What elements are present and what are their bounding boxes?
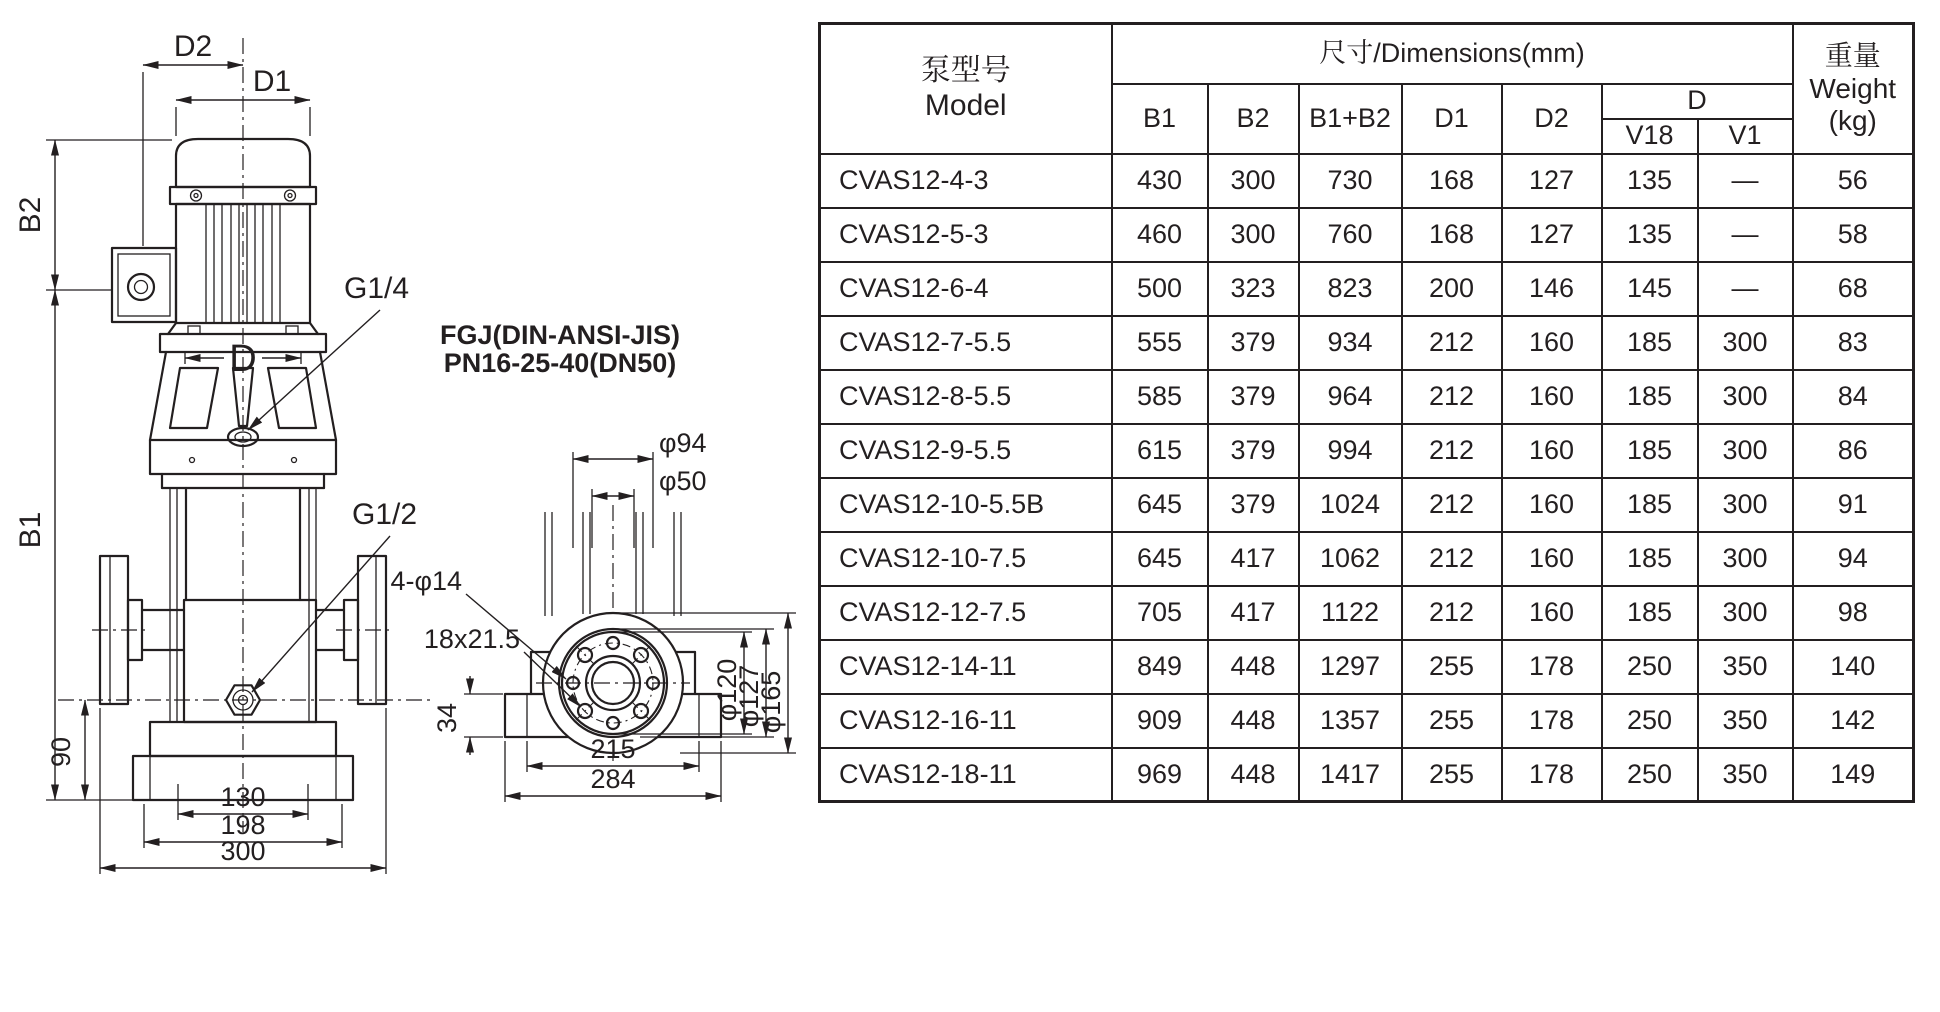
- value-cell: 127: [1502, 154, 1602, 208]
- model-cell: CVAS12-8-5.5: [820, 370, 1112, 424]
- model-cell: CVAS12-4-3: [820, 154, 1112, 208]
- weight-header-zh: 重量: [1824, 40, 1881, 72]
- model-cell: CVAS12-16-11: [820, 694, 1112, 748]
- dim-d: [185, 338, 301, 380]
- value-cell: 212: [1402, 478, 1502, 532]
- value-cell: 379: [1208, 424, 1299, 478]
- dim-phi50-label: φ50: [659, 466, 707, 496]
- model-header-zh: 泵型号: [920, 54, 1011, 88]
- value-cell: 160: [1502, 586, 1602, 640]
- dim-phi94-label: φ94: [659, 428, 707, 458]
- table-row: [820, 478, 1914, 532]
- value-cell: 255: [1402, 640, 1502, 694]
- value-cell: 91: [1793, 478, 1914, 532]
- value-cell: 994: [1299, 424, 1402, 478]
- value-cell: 250: [1602, 640, 1698, 694]
- table-row: [820, 586, 1914, 640]
- value-cell: 500: [1112, 262, 1208, 316]
- value-cell: 68: [1793, 262, 1914, 316]
- note-line-1: FGJ(DIN-ANSI-JIS): [439, 320, 681, 350]
- table-row: [820, 532, 1914, 586]
- value-cell: 94: [1793, 532, 1914, 586]
- value-cell: 160: [1502, 532, 1602, 586]
- value-cell: 160: [1502, 424, 1602, 478]
- col-header-b2: B2: [1208, 84, 1299, 154]
- value-cell: 300: [1698, 586, 1793, 640]
- dim-198-label: 198: [220, 810, 266, 840]
- value-cell: 379: [1208, 478, 1299, 532]
- value-cell: 430: [1112, 154, 1208, 208]
- value-cell: 160: [1502, 316, 1602, 370]
- value-cell: 760: [1299, 208, 1402, 262]
- dim-d1-label: D1: [252, 65, 292, 98]
- value-cell: 58: [1793, 208, 1914, 262]
- model-cell: CVAS12-10-7.5: [820, 532, 1112, 586]
- value-cell: 160: [1502, 478, 1602, 532]
- dim-130-label: 130: [220, 782, 266, 812]
- value-cell: 160: [1502, 370, 1602, 424]
- dim-34-label: 34: [432, 702, 462, 734]
- callout-holes: [390, 566, 566, 679]
- dimensions-table: [818, 22, 1915, 803]
- table-row: [820, 154, 1914, 208]
- value-cell: 585: [1112, 370, 1208, 424]
- dim-90: [46, 700, 85, 800]
- drain-port-label: G1/2: [352, 498, 418, 531]
- value-cell: 146: [1502, 262, 1602, 316]
- cable-entry: [128, 274, 154, 300]
- value-cell: 823: [1299, 262, 1402, 316]
- table-row: [820, 316, 1914, 370]
- table-row: [820, 748, 1914, 802]
- value-cell: 212: [1402, 370, 1502, 424]
- value-cell: 140: [1793, 640, 1914, 694]
- value-cell: 178: [1502, 694, 1602, 748]
- value-cell: 379: [1208, 316, 1299, 370]
- vent-port-label: G1/4: [344, 272, 410, 305]
- table-row: [820, 370, 1914, 424]
- dim-b2-label: B2: [14, 196, 47, 234]
- value-cell: 84: [1793, 370, 1914, 424]
- dim-phi127-label: φ127: [734, 664, 764, 728]
- value-cell: 730: [1299, 154, 1402, 208]
- table-row: [820, 640, 1914, 694]
- col-header-d1: D1: [1402, 84, 1502, 154]
- value-cell: 1122: [1299, 586, 1402, 640]
- value-cell: 86: [1793, 424, 1914, 478]
- value-cell: 145: [1602, 262, 1698, 316]
- value-cell: 300: [1698, 532, 1793, 586]
- value-cell: 212: [1402, 532, 1502, 586]
- dim-90-label: 90: [46, 736, 76, 768]
- value-cell: 300: [1698, 424, 1793, 478]
- value-cell: 212: [1402, 316, 1502, 370]
- table-row: [820, 262, 1914, 316]
- flange-face: [536, 613, 690, 753]
- dim-b1-label: B1: [14, 511, 47, 549]
- value-cell: 934: [1299, 316, 1402, 370]
- value-cell: 185: [1602, 478, 1698, 532]
- value-cell: 255: [1402, 694, 1502, 748]
- value-cell: 185: [1602, 586, 1698, 640]
- terminal-box: [112, 248, 176, 322]
- value-cell: 350: [1698, 748, 1793, 802]
- value-cell: 185: [1602, 424, 1698, 478]
- pump-flange-view: [390, 428, 796, 802]
- value-cell: 178: [1502, 748, 1602, 802]
- value-cell: 300: [1698, 478, 1793, 532]
- value-cell: 83: [1793, 316, 1914, 370]
- col-header-d: D: [1602, 84, 1793, 119]
- value-cell: 964: [1299, 370, 1402, 424]
- table-row: [820, 424, 1914, 478]
- model-cell: CVAS12-7-5.5: [820, 316, 1112, 370]
- pump-front-view: [14, 30, 432, 874]
- value-cell: 255: [1402, 748, 1502, 802]
- dim-b2-b1: [14, 140, 172, 800]
- value-cell: 135: [1602, 154, 1698, 208]
- value-cell: 56: [1793, 154, 1914, 208]
- value-cell: 212: [1402, 586, 1502, 640]
- value-cell: 185: [1602, 370, 1698, 424]
- note-line-2: PN16-25-40(DN50): [443, 348, 677, 378]
- flange-note: [440, 320, 680, 378]
- table-row: [820, 208, 1914, 262]
- weight-column-header: [1793, 24, 1914, 154]
- value-cell: 1417: [1299, 748, 1402, 802]
- value-cell: 448: [1208, 640, 1299, 694]
- col-header-v18: V18: [1602, 119, 1698, 154]
- col-header-b1b2: B1+B2: [1299, 84, 1402, 154]
- value-cell: —: [1698, 154, 1793, 208]
- value-cell: —: [1698, 208, 1793, 262]
- value-cell: —: [1698, 262, 1793, 316]
- value-cell: 1024: [1299, 478, 1402, 532]
- col-header-v1: V1: [1698, 119, 1793, 154]
- value-cell: 178: [1502, 640, 1602, 694]
- value-cell: 379: [1208, 370, 1299, 424]
- value-cell: 300: [1208, 154, 1299, 208]
- dimensions-header: 尺寸/Dimensions(mm): [1112, 24, 1793, 84]
- value-cell: 135: [1602, 208, 1698, 262]
- model-cell: CVAS12-10-5.5B: [820, 478, 1112, 532]
- value-cell: 350: [1698, 640, 1793, 694]
- value-cell: 168: [1402, 154, 1502, 208]
- dim-phi165-label: φ165: [756, 670, 786, 734]
- value-cell: 460: [1112, 208, 1208, 262]
- dim-d2-label: D2: [173, 30, 213, 63]
- value-cell: 168: [1402, 208, 1502, 262]
- model-cell: CVAS12-9-5.5: [820, 424, 1112, 478]
- value-cell: 185: [1602, 316, 1698, 370]
- value-cell: 98: [1793, 586, 1914, 640]
- value-cell: 250: [1602, 748, 1698, 802]
- value-cell: 909: [1112, 694, 1208, 748]
- dim-34: [432, 676, 503, 755]
- value-cell: 185: [1602, 532, 1698, 586]
- pump-drawing: [0, 0, 818, 1012]
- value-cell: 615: [1112, 424, 1208, 478]
- value-cell: 300: [1698, 370, 1793, 424]
- value-cell: 417: [1208, 532, 1299, 586]
- col-header-d2: D2: [1502, 84, 1602, 154]
- col-header-b1: B1: [1112, 84, 1208, 154]
- dim-300-label: 300: [220, 836, 266, 866]
- value-cell: 1297: [1299, 640, 1402, 694]
- value-cell: 1357: [1299, 694, 1402, 748]
- value-cell: 448: [1208, 748, 1299, 802]
- value-cell: 705: [1112, 586, 1208, 640]
- dim-284-label: 284: [590, 764, 636, 794]
- table-row: [820, 694, 1914, 748]
- value-cell: 300: [1208, 208, 1299, 262]
- value-cell: 645: [1112, 478, 1208, 532]
- value-cell: 149: [1793, 748, 1914, 802]
- model-cell: CVAS12-5-3: [820, 208, 1112, 262]
- slot-label: 18x21.5: [423, 624, 520, 654]
- value-cell: 645: [1112, 532, 1208, 586]
- value-cell: 417: [1208, 586, 1299, 640]
- value-cell: 1062: [1299, 532, 1402, 586]
- model-column-header: [820, 24, 1112, 154]
- weight-header-en: Weight: [1809, 72, 1897, 104]
- value-cell: 300: [1698, 316, 1793, 370]
- weight-header-unit: (kg): [1828, 104, 1877, 136]
- model-cell: CVAS12-18-11: [820, 748, 1112, 802]
- value-cell: 212: [1402, 424, 1502, 478]
- model-cell: CVAS12-14-11: [820, 640, 1112, 694]
- pump-barrel: [184, 600, 316, 722]
- value-cell: 323: [1208, 262, 1299, 316]
- value-cell: 142: [1793, 694, 1914, 748]
- value-cell: 849: [1112, 640, 1208, 694]
- value-cell: 969: [1112, 748, 1208, 802]
- table-header: [820, 24, 1914, 154]
- value-cell: 200: [1402, 262, 1502, 316]
- dim-215-label: 215: [590, 734, 636, 764]
- value-cell: 448: [1208, 694, 1299, 748]
- dim-d-label: D: [229, 338, 257, 380]
- model-cell: CVAS12-12-7.5: [820, 586, 1112, 640]
- model-header-en: Model: [924, 88, 1007, 122]
- model-cell: CVAS12-6-4: [820, 262, 1112, 316]
- value-cell: 250: [1602, 694, 1698, 748]
- hole-label: 4-φ14: [390, 566, 462, 596]
- value-cell: 555: [1112, 316, 1208, 370]
- value-cell: 127: [1502, 208, 1602, 262]
- table-body: [820, 154, 1914, 802]
- dim-phi120-label: φ120: [712, 658, 742, 722]
- value-cell: 350: [1698, 694, 1793, 748]
- dim-phi50: [592, 466, 707, 548]
